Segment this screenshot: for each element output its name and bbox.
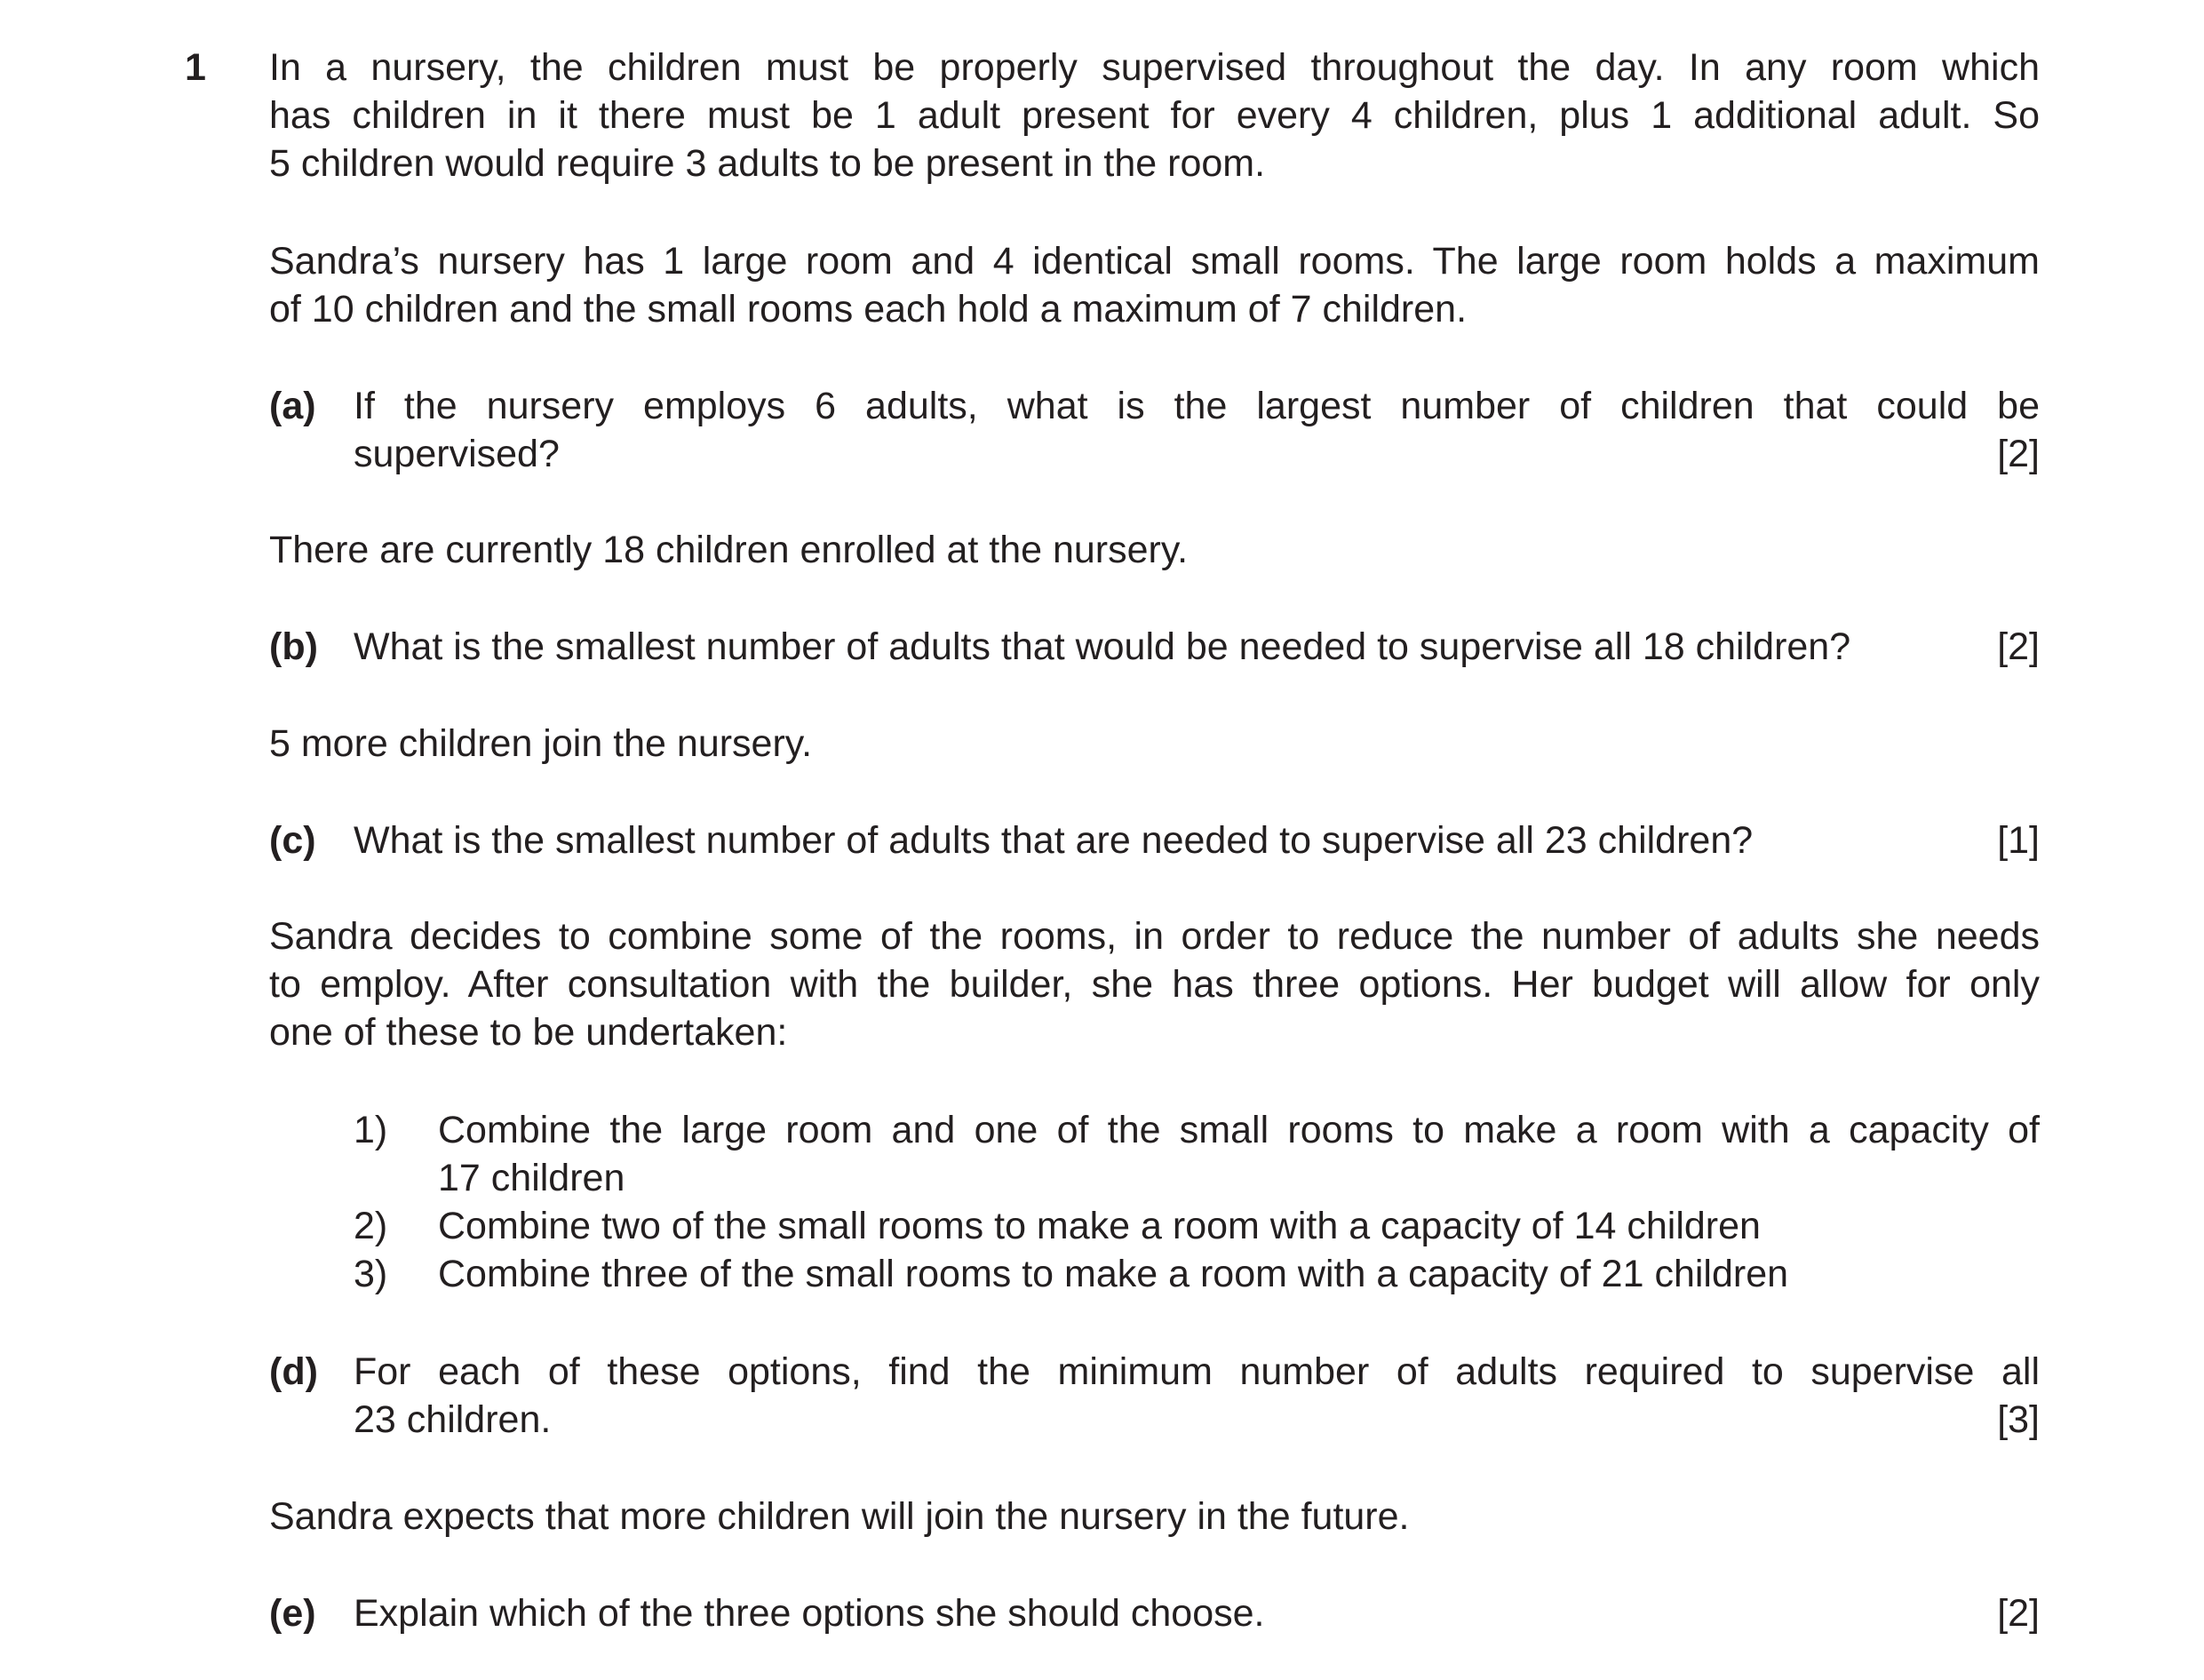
part-c-label: (c) bbox=[269, 819, 316, 862]
intro-p1-line-1: In a nursery, the children must be properly supervised throughout the day. In any room which bbox=[269, 46, 2040, 89]
intro-paragraph-2 bbox=[269, 237, 2040, 333]
intro-p2-line-2: of 10 children and the small rooms each hold a maximum of 7 children. bbox=[269, 288, 1468, 330]
part-e-mark: [2] bbox=[1997, 1592, 2040, 1635]
option-2-number: 2) bbox=[354, 1205, 388, 1247]
option-1-line-2: 17 children bbox=[438, 1157, 625, 1199]
option-3-text bbox=[438, 1250, 2040, 1298]
question-number: 1 bbox=[185, 46, 206, 89]
part-c bbox=[269, 816, 2040, 864]
part-e bbox=[269, 1589, 2040, 1637]
stem-d-line-2: to employ. After consultation with the builder, she has three options. Her budget will allow for only bbox=[269, 963, 2040, 1006]
part-d-text bbox=[354, 1348, 2040, 1444]
part-b-mark: [2] bbox=[1997, 625, 2040, 668]
stem-c: 5 more children join the nursery. bbox=[269, 722, 813, 765]
option-3-line-1: Combine three of the small rooms to make a room with a capacity of 21 children bbox=[438, 1253, 1789, 1295]
stem-b: There are currently 18 children enrolled at the nursery. bbox=[269, 529, 1189, 571]
option-2 bbox=[354, 1202, 2040, 1250]
stem-d bbox=[269, 912, 2040, 1056]
part-e-label: (e) bbox=[269, 1592, 316, 1635]
part-b-text: What is the smallest number of adults that would be needed to supervise all 18 children? bbox=[354, 625, 1851, 668]
option-3-number: 3) bbox=[354, 1253, 388, 1295]
stem-e: Sandra expects that more children will join the nursery in the future. bbox=[269, 1495, 1410, 1538]
option-1 bbox=[354, 1106, 2040, 1202]
option-1-text bbox=[438, 1106, 2040, 1202]
part-b-label: (b) bbox=[269, 625, 318, 668]
part-a bbox=[269, 382, 2040, 480]
option-2-line-1: Combine two of the small rooms to make a room with a capacity of 14 children bbox=[438, 1205, 1761, 1247]
option-2-text bbox=[438, 1202, 2040, 1250]
intro-p2-line-1: Sandra’s nursery has 1 large room and 4 identical small rooms. The large room holds a maximum bbox=[269, 240, 2040, 283]
part-d-line-1: For each of these options, find the minimum number of adults required to supervise all bbox=[354, 1350, 2040, 1393]
part-c-text: What is the smallest number of adults that are needed to supervise all 23 children? bbox=[354, 819, 1754, 862]
option-1-line-1: Combine the large room and one of the small rooms to make a room with a capacity of bbox=[438, 1109, 2040, 1151]
part-a-text bbox=[354, 382, 2040, 478]
option-1-number: 1) bbox=[354, 1109, 388, 1151]
part-d bbox=[269, 1348, 2040, 1445]
intro-p1-line-3: 5 children would require 3 adults to be present in the room. bbox=[269, 142, 1266, 185]
part-d-label: (d) bbox=[269, 1350, 318, 1393]
stem-d-line-3: one of these to be undertaken: bbox=[269, 1011, 788, 1054]
stem-d-line-1: Sandra decides to combine some of the rooms, in order to reduce the number of adults she needs bbox=[269, 915, 2040, 958]
part-a-line-1: If the nursery employs 6 adults, what is the largest number of children that could be bbox=[354, 385, 2040, 427]
intro-p1-line-2: has children in it there must be 1 adult present for every 4 children, plus 1 additional adult. So bbox=[269, 94, 2040, 137]
part-a-line-2: supervised? bbox=[354, 433, 560, 475]
part-a-label: (a) bbox=[269, 385, 316, 427]
part-e-text: Explain which of the three options she should choose. bbox=[354, 1592, 1265, 1635]
intro-paragraph-1 bbox=[269, 44, 2040, 187]
part-d-line-2: 23 children. bbox=[354, 1398, 552, 1441]
part-c-mark: [1] bbox=[1997, 819, 2040, 862]
option-3 bbox=[354, 1250, 2040, 1298]
part-d-mark: [3] bbox=[1997, 1398, 2040, 1441]
part-b bbox=[269, 623, 2040, 671]
part-a-mark: [2] bbox=[1997, 433, 2040, 475]
